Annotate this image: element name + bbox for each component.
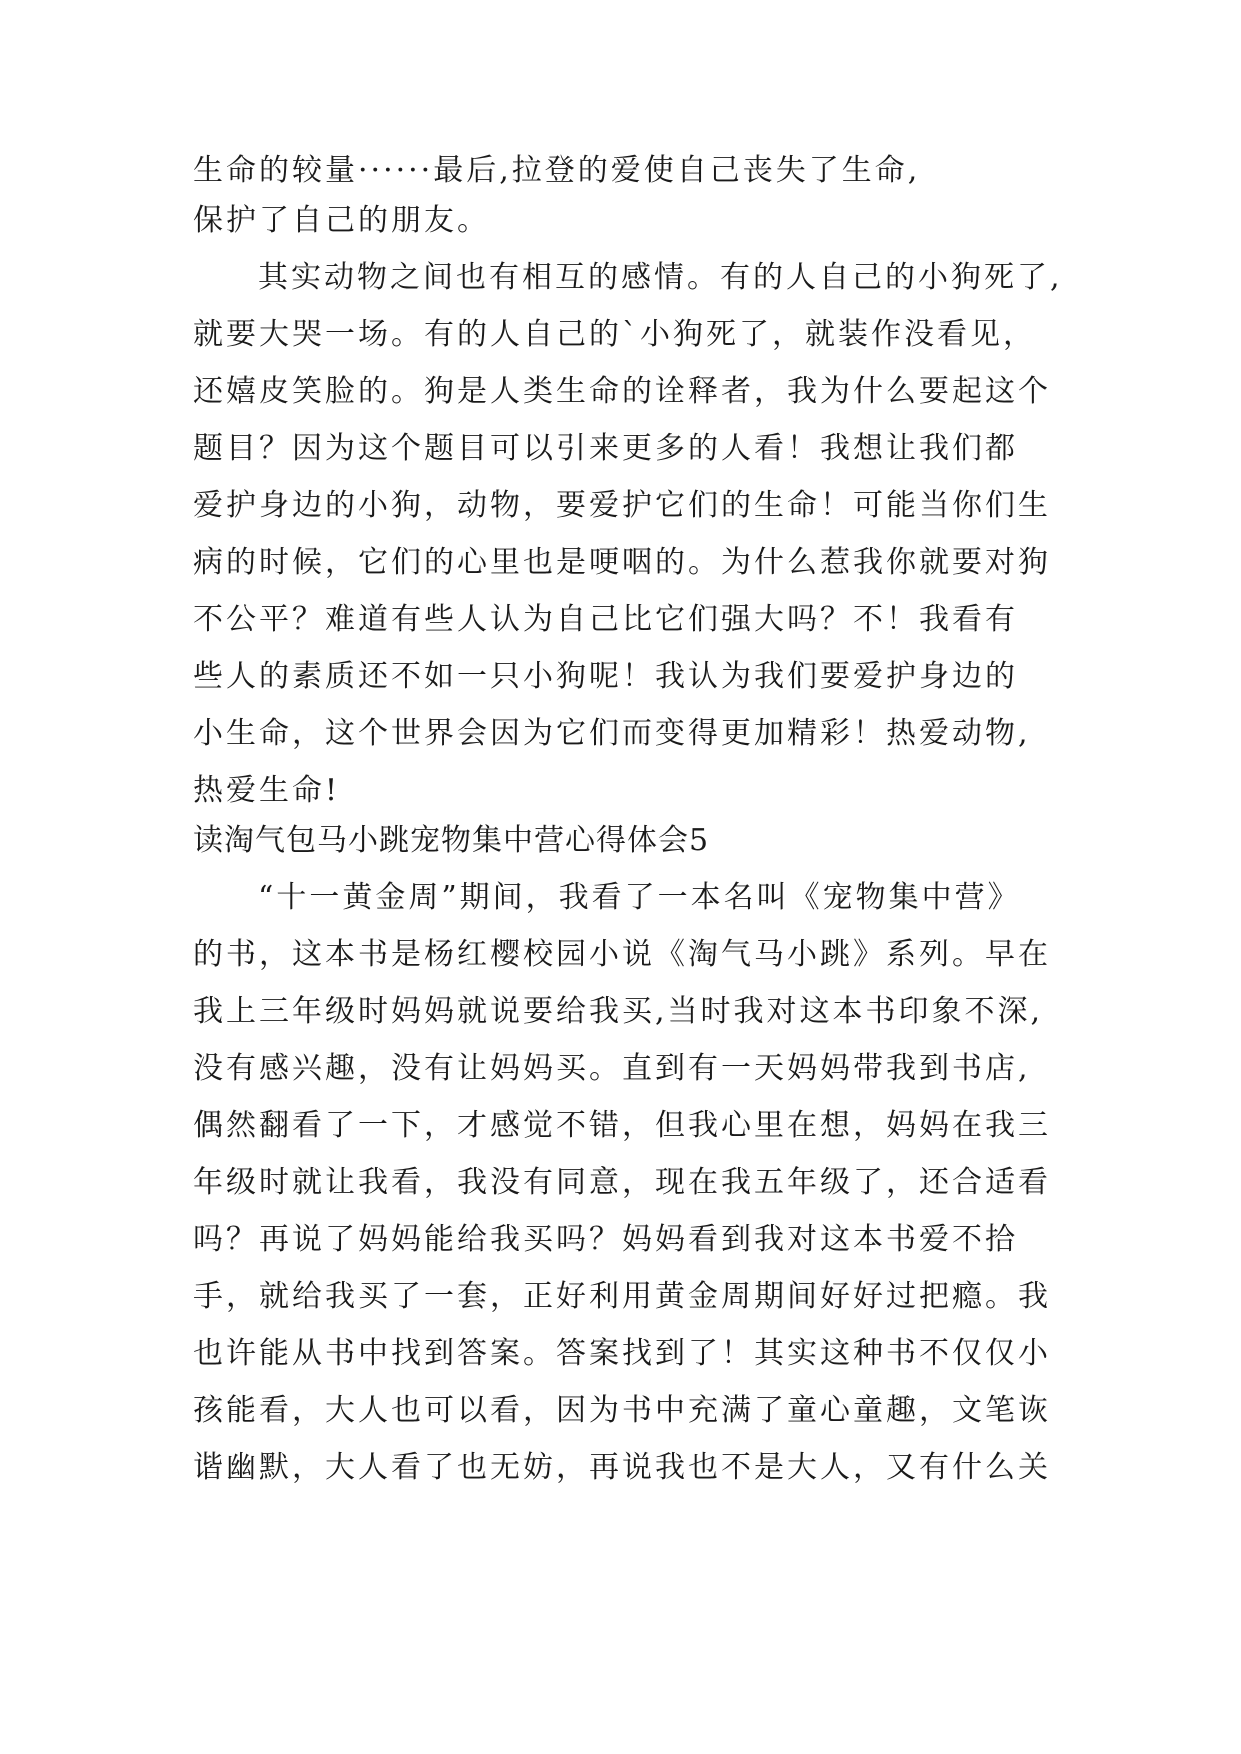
paragraph-line: 热爱生命! [193,773,341,808]
paragraph-line: 就要大哭一场。有的人自己的`小狗死了，就装作没看见， [193,317,1036,352]
paragraph-line: 生命的较量······最后,拉登的爱使自己丧失了生命, [193,153,921,188]
paragraph-line: 题目？因为这个题目可以引来更多的人看！我想让我们都 [193,431,1018,466]
paragraph-line: 保护了自己的朋友。 [193,203,490,238]
paragraph-line: 病的时候，它们的心里也是哽咽的。为什么惹我你就要对狗 [193,545,1051,580]
paragraph-line: 手，就给我买了一套，正好利用黄金周期间好好过把瘾。我 [193,1279,1051,1314]
paragraph-line: 些人的素质还不如一只小狗呢！我认为我们要爱护身边的 [193,659,1018,694]
paragraph-line: 小生命，这个世界会因为它们而变得更加精彩！热爱动物, [193,716,1031,751]
paragraph-line: 我上三年级时妈妈就说要给我买,当时我对这本书印象不深, [193,994,1044,1029]
paragraph-line: 偶然翻看了一下，才感觉不错，但我心里在想，妈妈在我三 [193,1108,1051,1143]
paragraph-line: 吗？再说了妈妈能给我买吗？妈妈看到我对这本书爱不拾 [193,1222,1018,1257]
paragraph-line: 孩能看，大人也可以看，因为书中充满了童心童趣，文笔诙 [193,1393,1051,1428]
paragraph-line: 还嬉皮笑脸的。狗是人类生命的诠释者，我为什么要起这个 [193,374,1051,409]
paragraph-line: 年级时就让我看，我没有同意，现在我五年级了，还合适看 [193,1165,1051,1200]
paragraph-line: 爱护身边的小狗，动物，要爱护它们的生命！可能当你们生 [193,488,1051,523]
paragraph-line: 的书，这本书是杨红樱校园小说《淘气马小跳》系列。早在 [193,937,1051,972]
section-heading: 读淘气包马小跳宠物集中营心得体会5 [193,823,710,858]
paragraph-line: 没有感兴趣，没有让妈妈买。直到有一天妈妈带我到书店, [193,1051,1031,1086]
paragraph-line: 其实动物之间也有相互的感情。有的人自己的小狗死了, [258,260,1063,295]
paragraph-line: 谐幽默，大人看了也无妨，再说我也不是大人，又有什么关 [193,1450,1051,1485]
paragraph-line: 也许能从书中找到答案。答案找到了！其实这种书不仅仅小 [193,1336,1051,1371]
paragraph-line: “十一黄金周”期间，我看了一本名叫《宠物集中营》 [258,880,1021,915]
paragraph-line: 不公平？难道有些人认为自己比它们强大吗？不！我看有 [193,602,1018,637]
